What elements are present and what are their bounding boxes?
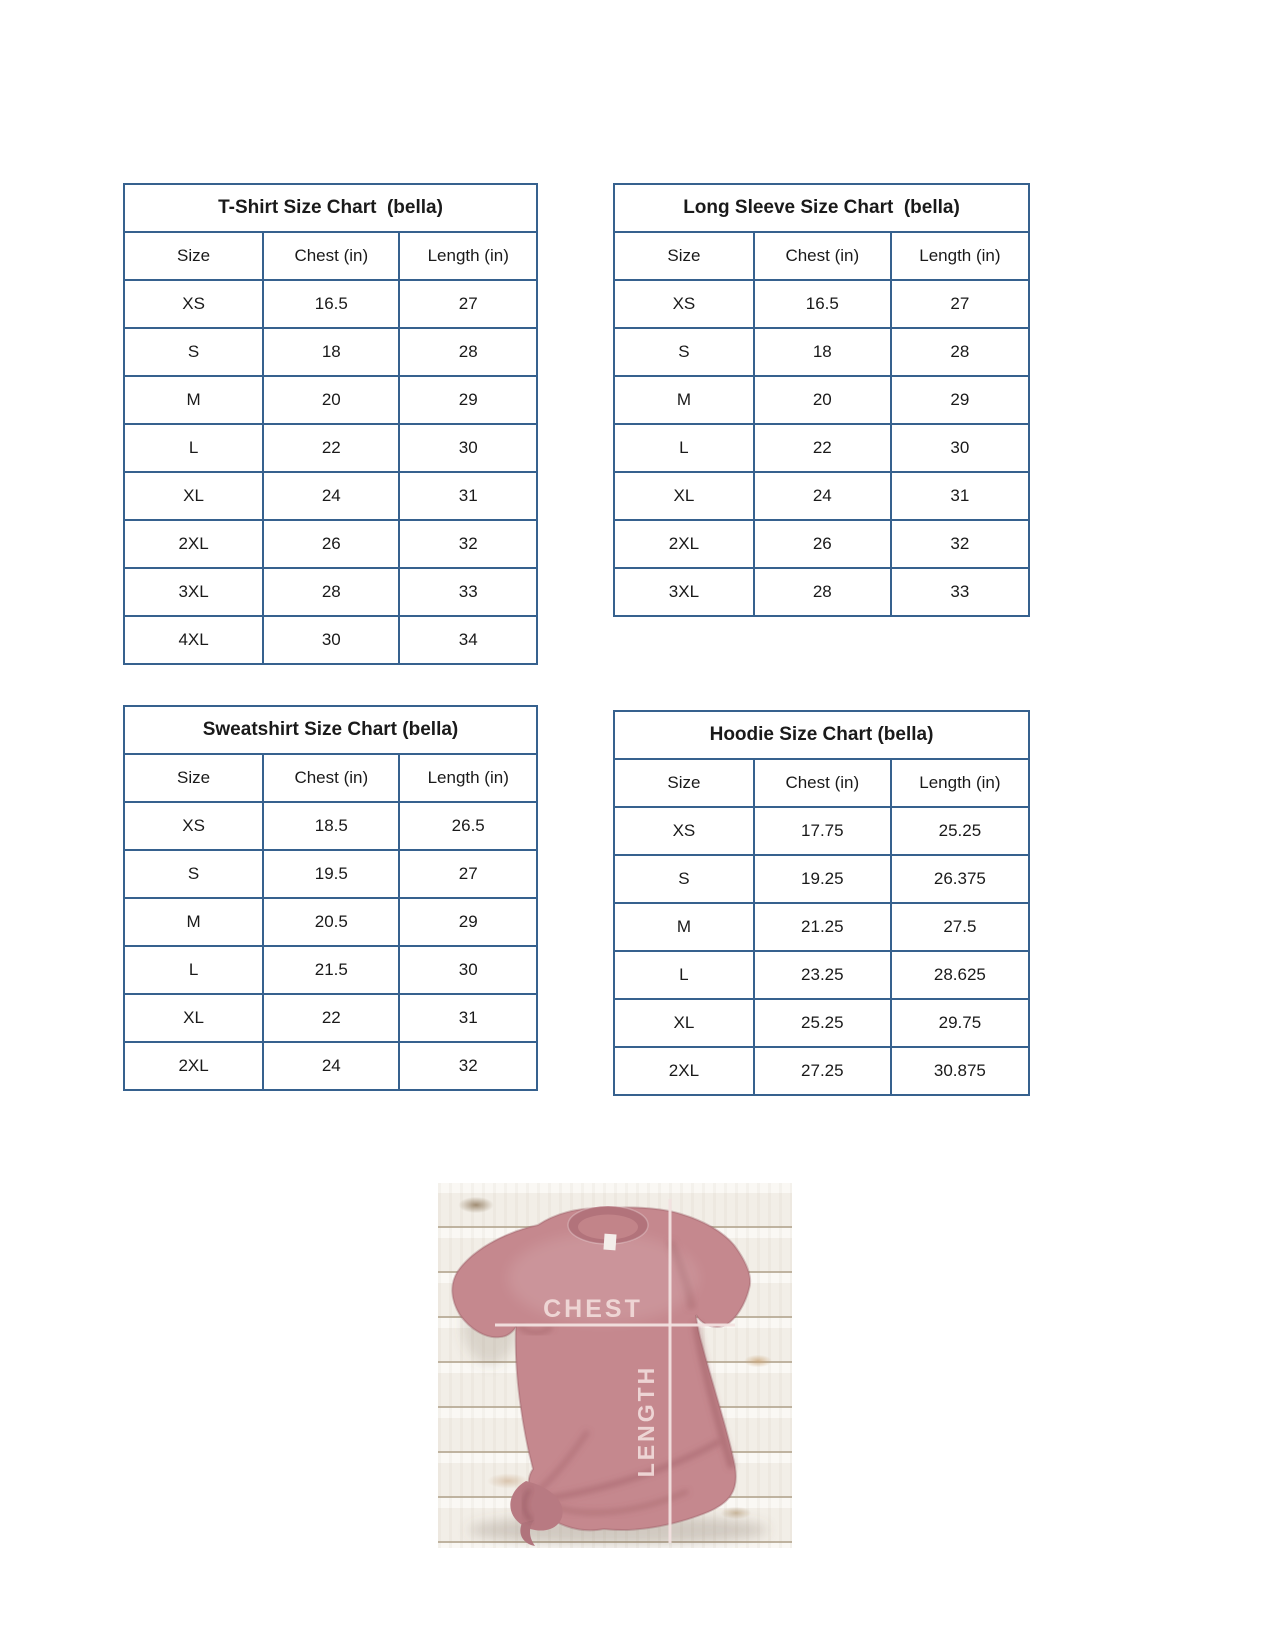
table-row xyxy=(615,376,1028,424)
table-row xyxy=(615,520,1028,568)
long-sleeve-size-table xyxy=(613,183,1030,617)
neck-tag xyxy=(603,1234,616,1251)
tshirt-size-table xyxy=(123,183,538,665)
header-row xyxy=(125,233,536,280)
table-row xyxy=(615,280,1028,328)
measurement-cell: 22 xyxy=(754,424,891,472)
measurement-cell: 27 xyxy=(399,850,536,898)
measurement-cell: 27 xyxy=(891,280,1028,328)
size-cell: 2XL xyxy=(615,520,754,568)
header-row xyxy=(615,233,1028,280)
column-header: Chest (in) xyxy=(263,233,399,280)
column-header: Length (in) xyxy=(891,760,1028,807)
size-cell: XS xyxy=(125,802,263,850)
size-cell: 3XL xyxy=(125,568,263,616)
column-header: Chest (in) xyxy=(263,755,399,802)
measurement-cell: 16.5 xyxy=(754,280,891,328)
measurement-cell: 24 xyxy=(263,1042,399,1089)
column-header: Size xyxy=(125,755,263,802)
length-label: LENGTH xyxy=(633,1364,659,1478)
table-title: Sweatshirt Size Chart (bella) xyxy=(125,707,536,755)
column-header: Size xyxy=(615,233,754,280)
table-row xyxy=(615,951,1028,999)
measurement-cell: 21.25 xyxy=(754,903,891,951)
table-row xyxy=(615,328,1028,376)
column-header: Size xyxy=(615,760,754,807)
table-row xyxy=(615,999,1028,1047)
size-cell: 2XL xyxy=(125,520,263,568)
size-chart-table xyxy=(125,233,536,663)
size-cell: 2XL xyxy=(125,1042,263,1089)
size-cell: S xyxy=(615,328,754,376)
measurement-cell: 28 xyxy=(754,568,891,615)
column-header: Size xyxy=(125,233,263,280)
measurement-cell: 25.25 xyxy=(754,999,891,1047)
measurement-cell: 21.5 xyxy=(263,946,399,994)
measurement-cell: 28 xyxy=(399,328,536,376)
measurement-cell: 33 xyxy=(399,568,536,616)
size-cell: S xyxy=(125,328,263,376)
measurement-cell: 29.75 xyxy=(891,999,1028,1047)
chest-label: CHEST xyxy=(543,1295,643,1323)
measurement-cell: 18.5 xyxy=(263,802,399,850)
measurement-cell: 29 xyxy=(399,376,536,424)
table-row xyxy=(125,280,536,328)
measurement-cell: 18 xyxy=(263,328,399,376)
measurement-cell: 30 xyxy=(399,946,536,994)
measurement-cell: 26.5 xyxy=(399,802,536,850)
size-cell: 4XL xyxy=(125,616,263,663)
column-header: Length (in) xyxy=(399,233,536,280)
table-row xyxy=(615,568,1028,615)
table-row xyxy=(125,946,536,994)
table-row xyxy=(125,472,536,520)
table-row xyxy=(125,424,536,472)
measurement-cell: 18 xyxy=(754,328,891,376)
table-title: Long Sleeve Size Chart (bella) xyxy=(615,185,1028,233)
measurement-cell: 29 xyxy=(399,898,536,946)
table-title: Hoodie Size Chart (bella) xyxy=(615,712,1028,760)
measurement-cell: 26 xyxy=(754,520,891,568)
size-cell: L xyxy=(615,424,754,472)
measurement-cell: 22 xyxy=(263,424,399,472)
measurement-cell: 30 xyxy=(399,424,536,472)
measurement-cell: 32 xyxy=(891,520,1028,568)
table-row xyxy=(615,424,1028,472)
size-chart-table xyxy=(615,760,1028,1094)
size-cell: XS xyxy=(615,807,754,855)
measurement-cell: 17.75 xyxy=(754,807,891,855)
measurement-cell: 23.25 xyxy=(754,951,891,999)
measurement-cell: 30 xyxy=(891,424,1028,472)
header-row xyxy=(615,760,1028,807)
measurement-cell: 29 xyxy=(891,376,1028,424)
measurement-cell: 19.5 xyxy=(263,850,399,898)
size-cell: XL xyxy=(125,994,263,1042)
table-row xyxy=(125,1042,536,1089)
size-cell: L xyxy=(125,946,263,994)
column-header: Length (in) xyxy=(399,755,536,802)
table-row xyxy=(615,855,1028,903)
tshirt-graphic xyxy=(438,1183,792,1548)
measurement-cell: 31 xyxy=(891,472,1028,520)
measurement-cell: 27.25 xyxy=(754,1047,891,1094)
size-cell: M xyxy=(125,376,263,424)
column-header: Length (in) xyxy=(891,233,1028,280)
measurement-cell: 25.25 xyxy=(891,807,1028,855)
measurement-cell: 30 xyxy=(263,616,399,663)
measurement-cell: 28 xyxy=(891,328,1028,376)
size-cell: S xyxy=(615,855,754,903)
size-cell: 3XL xyxy=(615,568,754,615)
measurement-cell: 24 xyxy=(754,472,891,520)
size-guide-photo xyxy=(438,1183,792,1548)
measurement-cell: 34 xyxy=(399,616,536,663)
table-row xyxy=(125,850,536,898)
size-cell: L xyxy=(125,424,263,472)
measurement-cell: 20 xyxy=(263,376,399,424)
table-title: T-Shirt Size Chart (bella) xyxy=(125,185,536,233)
table-row xyxy=(615,903,1028,951)
measurement-cell: 31 xyxy=(399,994,536,1042)
size-cell: XL xyxy=(615,472,754,520)
table-row xyxy=(125,802,536,850)
measurement-cell: 20.5 xyxy=(263,898,399,946)
size-cell: L xyxy=(615,951,754,999)
table-row xyxy=(125,328,536,376)
column-header: Chest (in) xyxy=(754,760,891,807)
measurement-cell: 20 xyxy=(754,376,891,424)
measurement-cell: 22 xyxy=(263,994,399,1042)
size-cell: XS xyxy=(615,280,754,328)
measurement-cell: 32 xyxy=(399,520,536,568)
size-cell: XS xyxy=(125,280,263,328)
measurement-cell: 31 xyxy=(399,472,536,520)
table-row xyxy=(615,807,1028,855)
table-row xyxy=(615,1047,1028,1094)
table-row xyxy=(615,472,1028,520)
measurement-cell: 28.625 xyxy=(891,951,1028,999)
size-cell: M xyxy=(615,903,754,951)
header-row xyxy=(125,755,536,802)
size-cell: M xyxy=(615,376,754,424)
measurement-cell: 26 xyxy=(263,520,399,568)
size-cell: 2XL xyxy=(615,1047,754,1094)
table-row xyxy=(125,376,536,424)
measurement-cell: 28 xyxy=(263,568,399,616)
table-row xyxy=(125,520,536,568)
measurement-cell: 30.875 xyxy=(891,1047,1028,1094)
measurement-cell: 27 xyxy=(399,280,536,328)
sweatshirt-size-table xyxy=(123,705,538,1091)
hoodie-size-table xyxy=(613,710,1030,1096)
measurement-cell: 33 xyxy=(891,568,1028,615)
measurement-cell: 19.25 xyxy=(754,855,891,903)
table-row xyxy=(125,994,536,1042)
size-chart-table xyxy=(615,233,1028,615)
measurement-cell: 16.5 xyxy=(263,280,399,328)
size-cell: XL xyxy=(125,472,263,520)
measurement-cell: 24 xyxy=(263,472,399,520)
measurement-cell: 26.375 xyxy=(891,855,1028,903)
size-chart-table xyxy=(125,755,536,1089)
size-cell: XL xyxy=(615,999,754,1047)
size-cell: M xyxy=(125,898,263,946)
measurement-cell: 27.5 xyxy=(891,903,1028,951)
size-cell: S xyxy=(125,850,263,898)
measurement-cell: 32 xyxy=(399,1042,536,1089)
table-row xyxy=(125,568,536,616)
column-header: Chest (in) xyxy=(754,233,891,280)
table-row xyxy=(125,616,536,663)
table-row xyxy=(125,898,536,946)
